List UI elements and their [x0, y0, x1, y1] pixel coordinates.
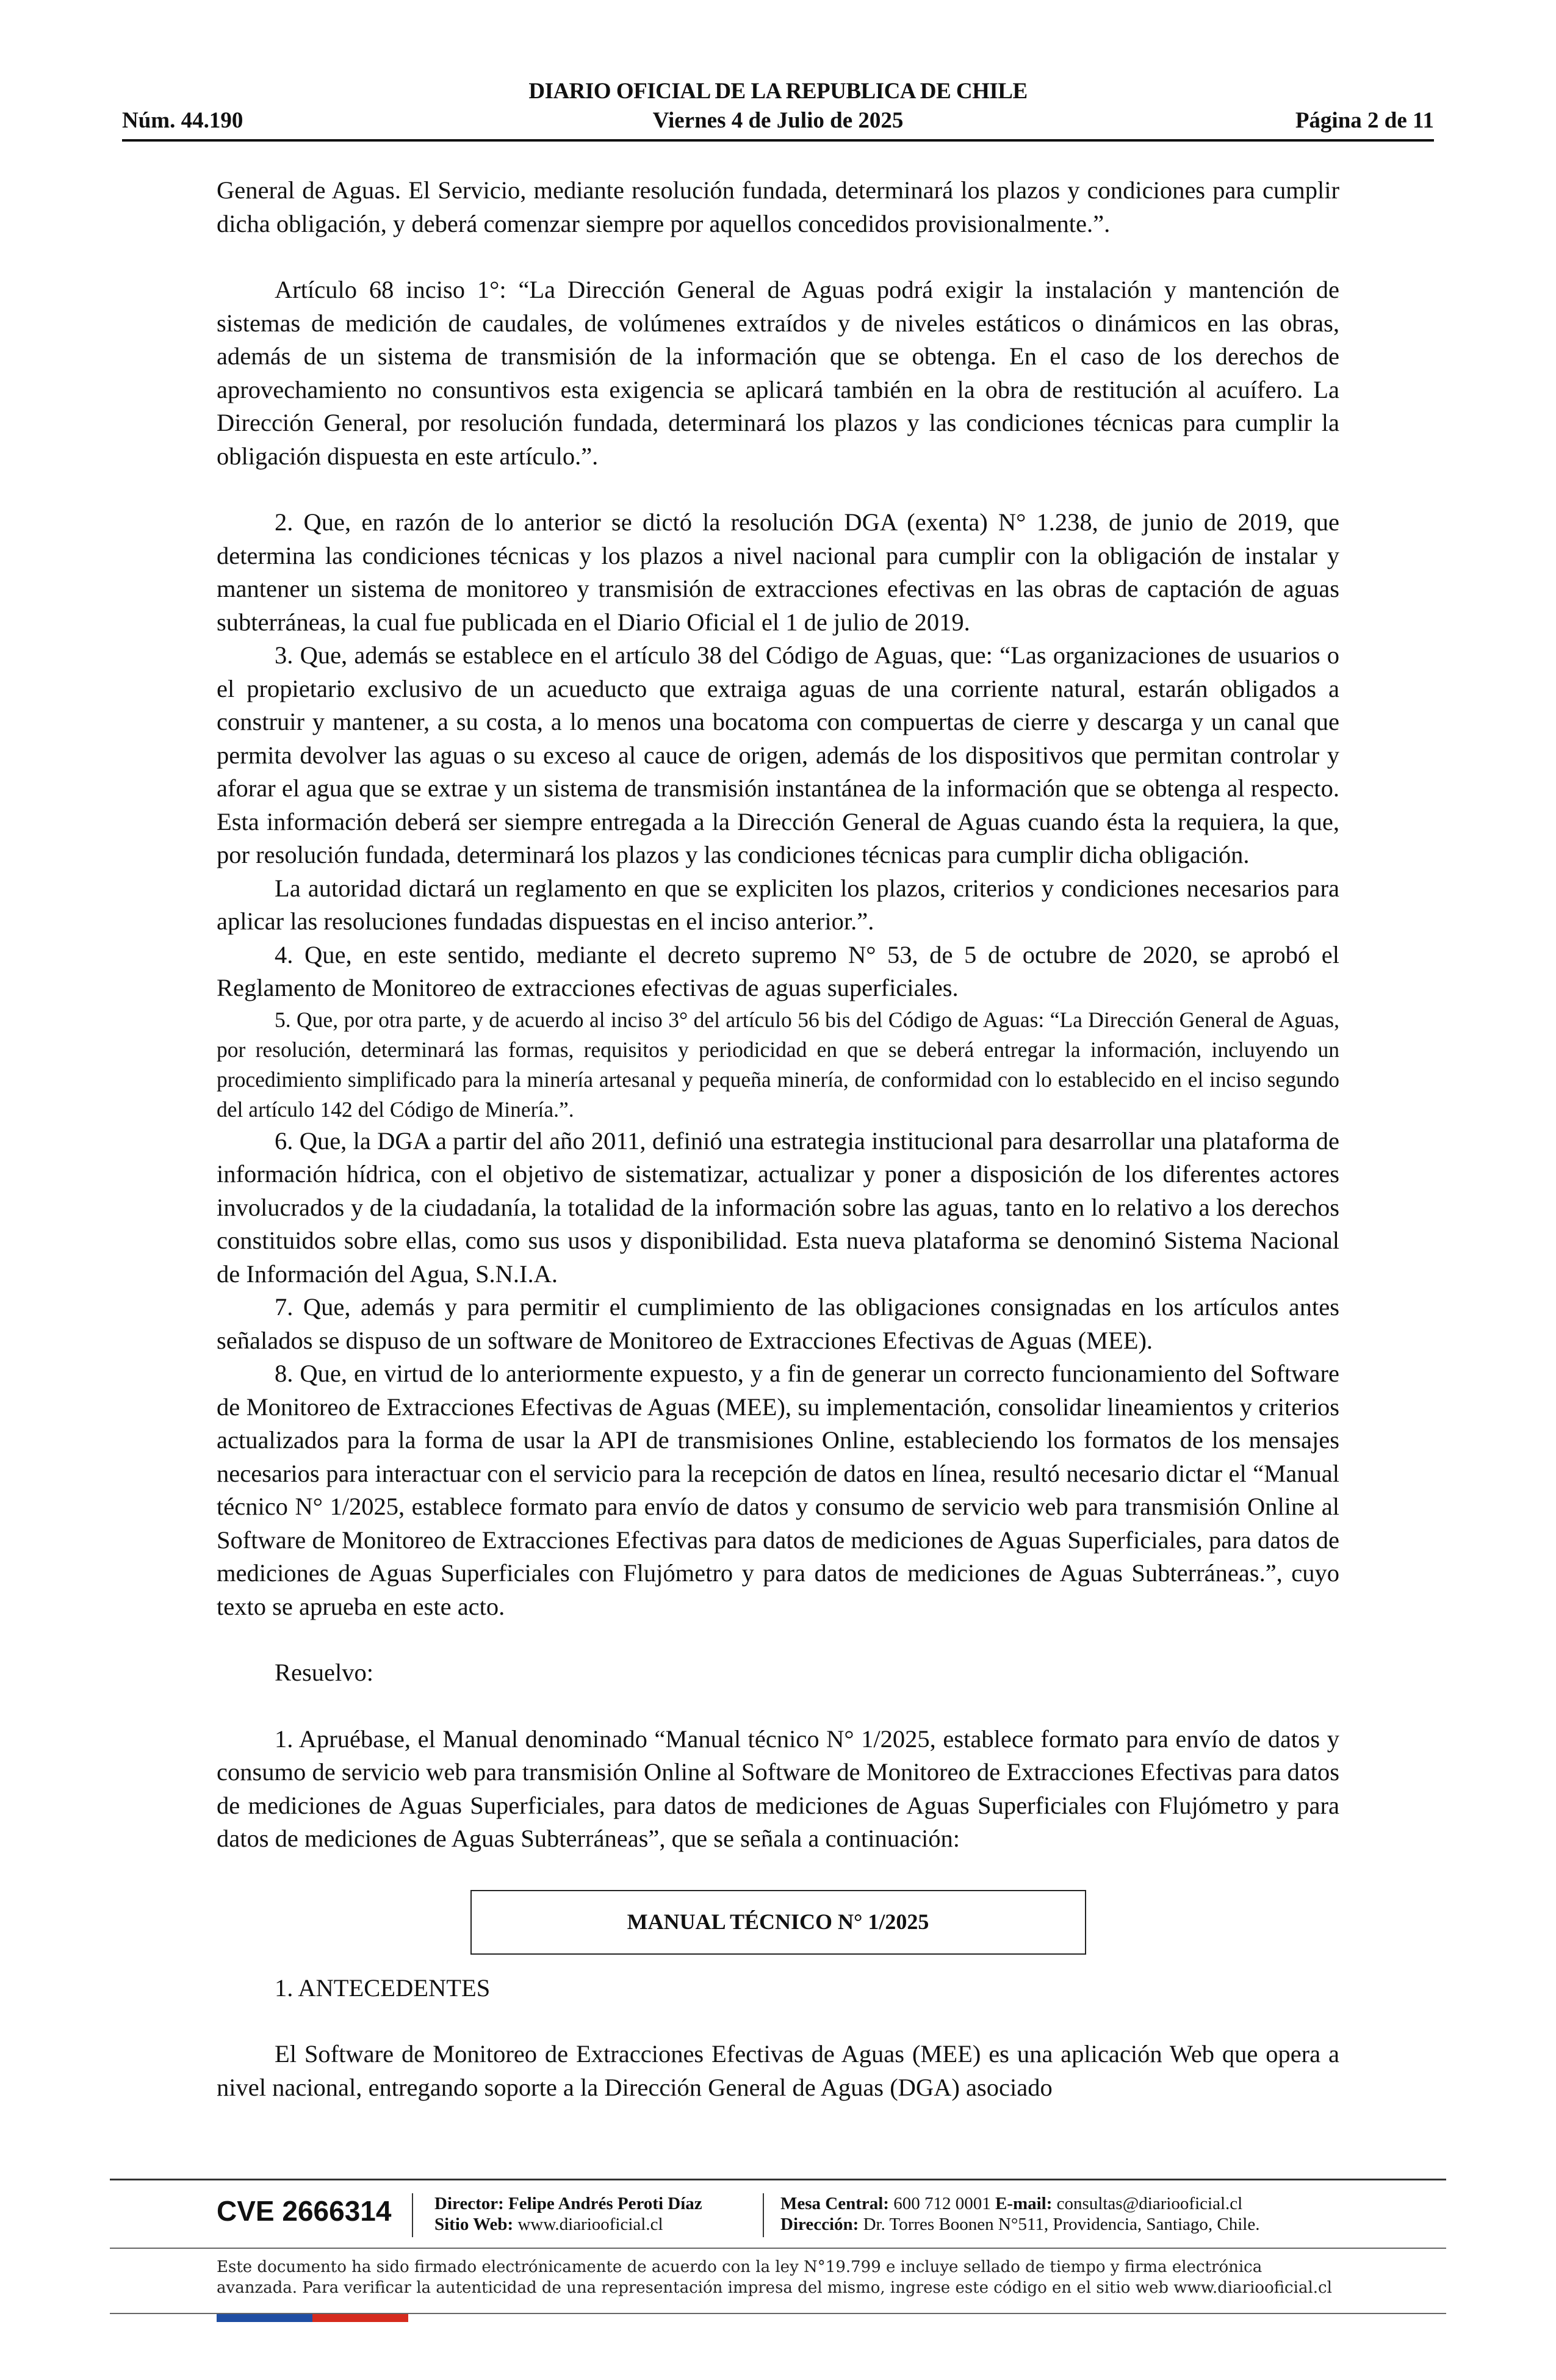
director-label: Director:: [434, 2194, 504, 2213]
cve-code: CVE 2666314: [217, 2195, 392, 2227]
page-header: [122, 72, 1434, 145]
issue-date: Viernes 4 de Julio de 2025: [652, 108, 904, 133]
footer-director-block: [434, 2193, 702, 2235]
legal-notice: [217, 2257, 1434, 2298]
site-label: Sitio Web:: [434, 2215, 514, 2234]
paragraph-2: 2. Que, en razón de lo anterior se dictó la resolución DGA (exenta) N° 1.238, de junio de 2019, que determina las condiciones técnicas y los plazos a nivel nacional para cumplir con la obligación de instalar y mantener un sistema de monitoreo y transmisión de extracciones efectivas en las obras de captación de aguas subterráneas, la cual fue publicada en el Diario Oficial el 1 de julio de 2019.: [217, 508, 1339, 636]
mesa-phone: 600 712 0001: [893, 2194, 991, 2213]
paragraph-article-68: Artículo 68 inciso 1°: “La Dirección General de Aguas podrá exigir la instalación y mantención de sistemas de medición de caudales, de volúmenes extraídos y de niveles estáticos o dinámicos en las obras, además de un sistema de transmisión de la información que se obtenga. En el caso de los derechos de aprovechamiento no consuntivos esta exigencia se aplicará también en la obra de restitución al acuífero. La Dirección General, por resolución fundada, determinará los plazos y las condiciones técnicas para cumplir la obligación dispuesta en este artículo.”.: [217, 276, 1339, 470]
document-body: [217, 174, 1339, 2104]
footer-separator: [412, 2193, 413, 2237]
paragraph-4: 4. Que, en este sentido, mediante el decreto supremo N° 53, de 5 de octubre de 2020, se aprobó el Reglamento de Monitoreo de extracciones efectivas de aguas superficiales.: [217, 940, 1339, 1001]
mesa-label: Mesa Central:: [780, 2194, 889, 2213]
flag-red-segment: [312, 2314, 408, 2322]
page-number: Página 2 de 11: [1295, 108, 1434, 133]
address-text: Dr. Torres Boonen N°511, Providencia, Santiago, Chile.: [863, 2215, 1260, 2234]
site-link[interactable]: www.diariooficial.cl: [517, 2215, 663, 2234]
page-footer: [217, 2190, 1434, 2245]
flag-blue-segment: [217, 2314, 312, 2322]
legal-notice-line-2: avanzada. Para verificar la autenticidad de una representación impresa del mismo, ingrese este código en el sitio web www.diariooficial.cl: [217, 2279, 1332, 2297]
header-divider: [122, 139, 1434, 142]
footer-contact-block: [780, 2193, 1259, 2235]
paragraph-continuation: General de Aguas. El Servicio, mediante resolución fundada, determinará los plazos y condiciones para cumplir dicha obligación, y deberá comenzar siempre por aquellos concedidos provisionalmente.”.: [217, 176, 1339, 237]
manual-title-box: MANUAL TÉCNICO N° 1/2025: [470, 1890, 1086, 1955]
email-label: E-mail:: [995, 2194, 1053, 2213]
paragraph-8: 8. Que, en virtud de lo anteriormente expuesto, y a fin de generar un correcto funcionamiento del Software de Monitoreo de Extracciones Efectivas de Aguas (MEE), su implementación, consolidar lineamientos y criterios actualizados para la forma de usar la API de transmisiones Online, estableciendo los formatos de los mensajes necesarios para interactuar con el servicio para la recepción de datos en línea, resultó necesario dictar el “Manual técnico N° 1/2025, establece formato para envío de datos y consumo de servicio web para transmisión Online al Software de Monitoreo de Extracciones Efectivas para datos de mediciones de Aguas Superficiales, para datos de mediciones de Aguas Superficiales con Flujómetro y para datos de mediciones de Aguas Subterráneas.”, cuyo texto se aprueba en este acto.: [217, 1360, 1339, 1620]
issue-number: Núm. 44.190: [122, 108, 243, 133]
paragraph-7: 7. Que, además y para permitir el cumplimiento de las obligaciones consignadas en los artículos antes señalados se dispuso de un software de Monitoreo de Extracciones Efectivas de Aguas (MEE).: [217, 1293, 1339, 1354]
paragraph-resolution-1: 1. Apruébase, el Manual denominado “Manual técnico N° 1/2025, establece formato para envío de datos y consumo de servicio web para transmisión Online al Software de Monitoreo de Extracciones Efectivas para datos de mediciones de Aguas Superficiales, para datos de mediciones de Aguas Superficiales con Flujómetro y para datos de mediciones de Aguas Subterráneas”, que se señala a continuación:: [217, 1725, 1339, 1852]
section-heading-antecedentes: 1. ANTECEDENTES: [275, 1974, 491, 2002]
footer-separator: [763, 2193, 764, 2237]
flag-stripe: [217, 2314, 408, 2322]
resuelvo-heading: Resuelvo:: [275, 1659, 373, 1686]
paragraph-6: 6. Que, la DGA a partir del año 2011, definió una estrategia institucional para desarrollar una plataforma de información hídrica, con el objetivo de sistematizar, actualizar y poner a disposición de los diferentes actores involucrados y de la ciudadanía, la totalidad de la información sobre las aguas, tanto en lo relativo a los derechos constituidos sobre ellas, como sus usos y disponibilidad. Esta nueva plataforma se denominó Sistema Nacional de Información del Agua, S.N.I.A.: [217, 1127, 1339, 1288]
address-label: Dirección:: [780, 2215, 859, 2234]
paragraph-3-continued: La autoridad dictará un reglamento en que se expliciten los plazos, criterios y condiciones necesarios para aplicar las resoluciones fundadas dispuestas en el inciso anterior.”.: [217, 874, 1339, 935]
paragraph-antecedentes: El Software de Monitoreo de Extracciones Efectivas de Aguas (MEE) es una aplicación Web que opera a nivel nacional, entregando soporte a la Dirección General de Aguas (DGA) asociado: [217, 2040, 1339, 2101]
director-name: Felipe Andrés Peroti Díaz: [508, 2194, 702, 2213]
footer-divider-top: [110, 2179, 1446, 2180]
legal-notice-line-1: Este documento ha sido firmado electrónicamente de acuerdo con la ley N°19.799 e incluye sellado de tiempo y firma electrónica: [217, 2258, 1262, 2276]
email-link[interactable]: consultas@diariooficial.cl: [1056, 2194, 1243, 2213]
paragraph-5: 5. Que, por otra parte, y de acuerdo al inciso 3° del artículo 56 bis del Código de Aguas: “La Dirección General de Aguas, por resolución, determinará las formas, requisitos y periodicidad en que se deberá entregar la información, incluyendo un procedimiento simplificado para la minería artesanal y pequeña minería, de conformidad con lo establecido en el inciso segundo del artículo 142 del Código de Minería.”.: [217, 1007, 1339, 1122]
paragraph-3: 3. Que, además se establece en el artículo 38 del Código de Aguas, que: “Las organizaciones de usuarios o el propietario exclusivo de un acueducto que extraiga aguas de una corriente natural, estarán obligados a construir y mantener, a su costa, a lo menos una bocatoma con compuertas de cierre y descarga y un canal que permita devolver las aguas o su exceso al cauce de origen, además de los dispositivos que permitan controlar y aforar el agua que se extrae y un sistema de transmisión instantánea de la información que se obtenga al respecto. Esta información deberá ser siempre entregada a la Dirección General de Aguas cuando ésta la requiera, la que, por resolución fundada, determinará los plazos y las condiciones técnicas para cumplir dicha obligación.: [217, 641, 1339, 868]
newspaper-title: DIARIO OFICIAL DE LA REPUBLICA DE CHILE: [528, 79, 1028, 104]
footer-divider-mid: [110, 2248, 1446, 2249]
